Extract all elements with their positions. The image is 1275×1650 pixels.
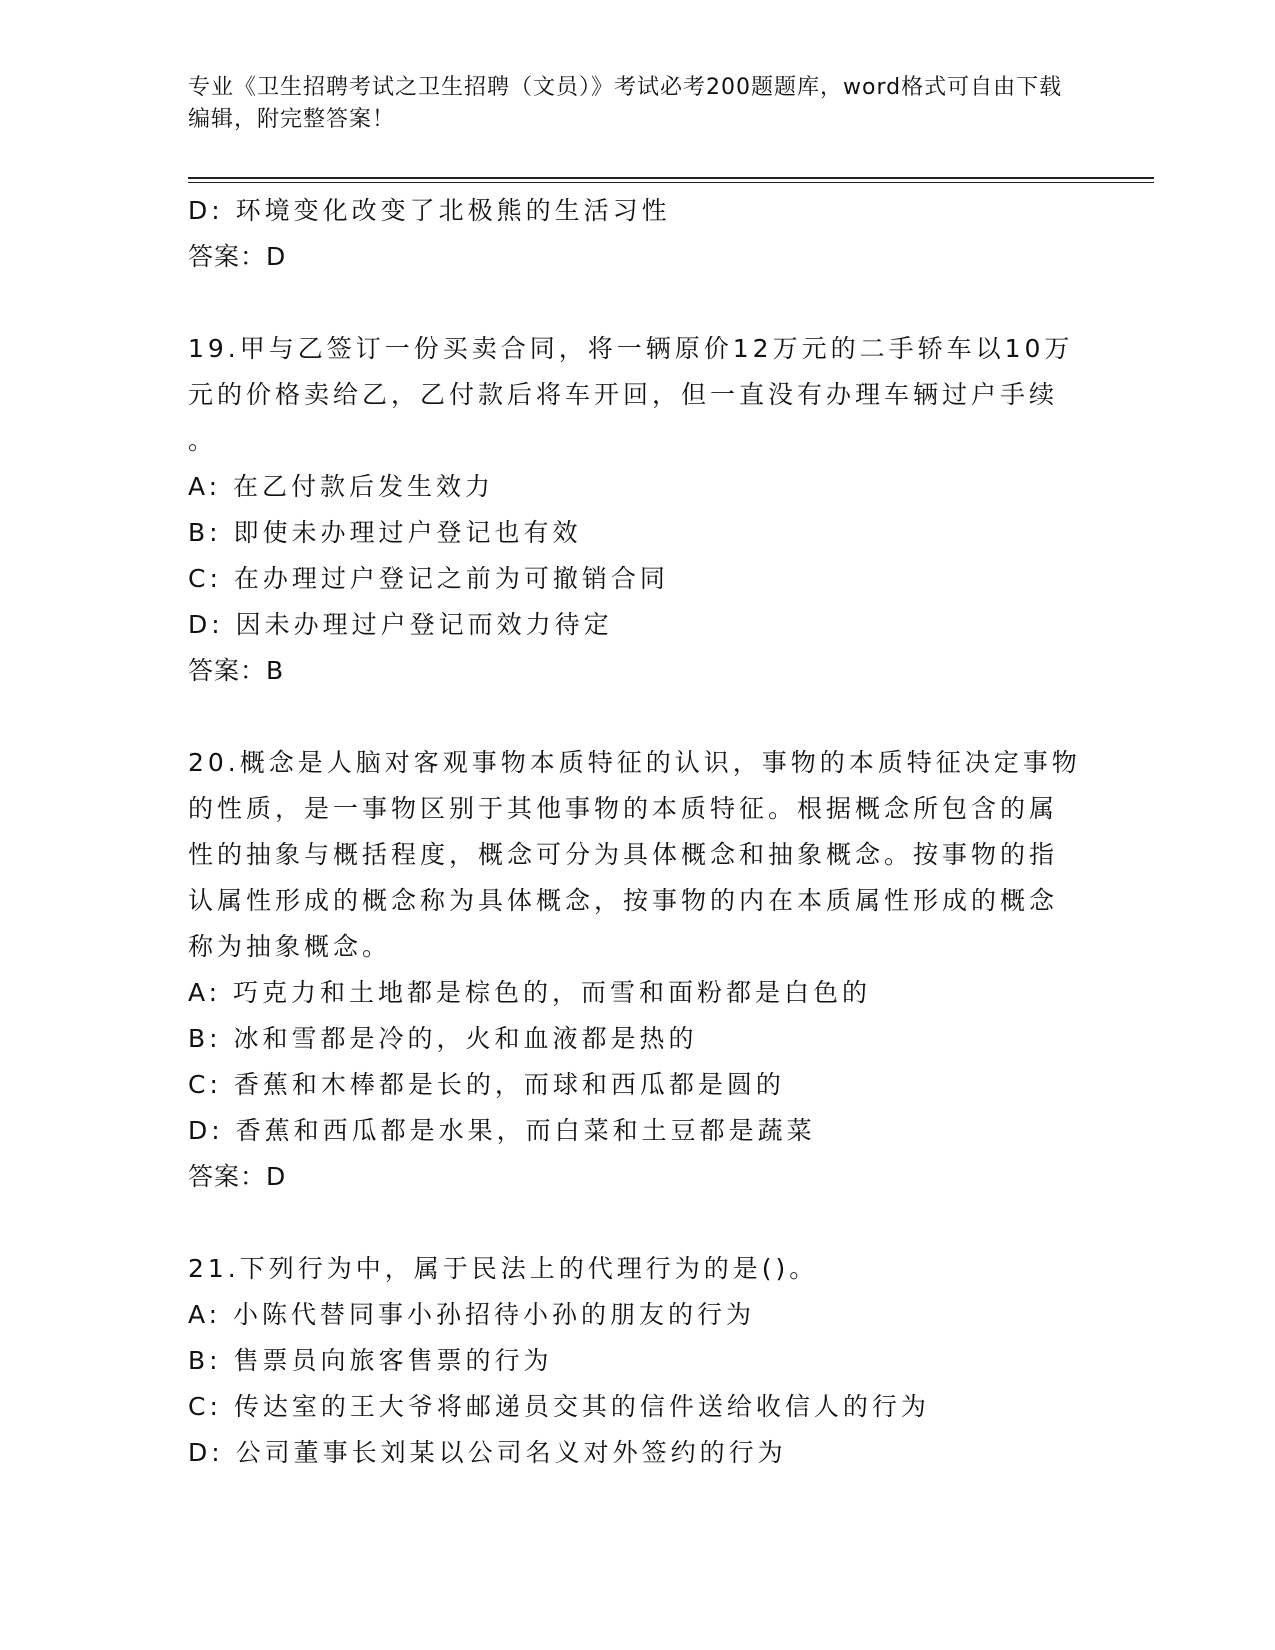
option-d: D: 香蕉和西瓜都是水果，而白菜和土豆都是蔬菜 xyxy=(188,1116,816,1145)
question-21 xyxy=(188,1246,1088,1476)
header-divider-thin xyxy=(188,182,1154,183)
question-text-line: 性的抽象与概括程度，概念可分为具体概念和抽象概念。按事物的指 xyxy=(188,840,1059,869)
document-header xyxy=(188,72,1068,136)
question-text-line: 认属性形成的概念称为具体概念，按事物的内在本质属性形成的概念 xyxy=(188,886,1059,915)
option-d: D: 公司董事长刘某以公司名义对外签约的行为 xyxy=(188,1438,787,1467)
answer: 答案：B xyxy=(188,656,285,685)
option-d: D: 因未办理过户登记而效力待定 xyxy=(188,610,613,639)
question-18 xyxy=(188,188,1088,280)
spacer xyxy=(188,694,1088,740)
answer: 答案：D xyxy=(188,242,287,271)
question-text-line: 的性质，是一事物区别于其他事物的本质特征。根据概念所包含的属 xyxy=(188,794,1059,823)
spacer xyxy=(188,280,1088,326)
answer: 答案：D xyxy=(188,1162,287,1191)
question-text-line: 19.甲与乙签订一份买卖合同，将一辆原价12万元的二手轿车以10万 xyxy=(188,334,1074,363)
option-c: C: 在办理过户登记之前为可撤销合同 xyxy=(188,564,669,593)
question-content xyxy=(188,188,1088,1476)
option-a: A: 在乙付款后发生效力 xyxy=(188,472,495,501)
spacer xyxy=(188,1200,1088,1246)
question-19 xyxy=(188,326,1088,694)
question-text-line: 21.下列行为中，属于民法上的代理行为的是()。 xyxy=(188,1254,819,1283)
header-divider-thick xyxy=(188,177,1154,179)
question-text-line: 。 xyxy=(188,426,218,455)
option-d: D: 环境变化改变了北极熊的生活习性 xyxy=(188,196,671,225)
question-text-line: 称为抽象概念。 xyxy=(188,932,392,961)
option-b: B: 即使未办理过户登记也有效 xyxy=(188,518,582,547)
question-20 xyxy=(188,740,1088,1200)
header-title: 专业《卫生招聘考试之卫生招聘（文员）》考试必考200题题库，word格式可自由下载编辑，附完整答案！ xyxy=(188,75,1063,132)
option-a: A: 巧克力和土地都是棕色的，而雪和面粉都是白色的 xyxy=(188,978,872,1007)
question-text-line: 20.概念是人脑对客观事物本质特征的认识，事物的本质特征决定事物 xyxy=(188,748,1081,777)
option-c: C: 香蕉和木棒都是长的，而球和西瓜都是圆的 xyxy=(188,1070,785,1099)
question-text-line: 元的价格卖给乙，乙付款后将车开回，但一直没有办理车辆过户手续 xyxy=(188,380,1059,409)
option-b: B: 售票员向旅客售票的行为 xyxy=(188,1346,553,1375)
option-a: A: 小陈代替同事小孙招待小孙的朋友的行为 xyxy=(188,1300,756,1329)
option-c: C: 传达室的王大爷将邮递员交其的信件送给收信人的行为 xyxy=(188,1392,930,1421)
option-b: B: 冰和雪都是冷的，火和血液都是热的 xyxy=(188,1024,698,1053)
